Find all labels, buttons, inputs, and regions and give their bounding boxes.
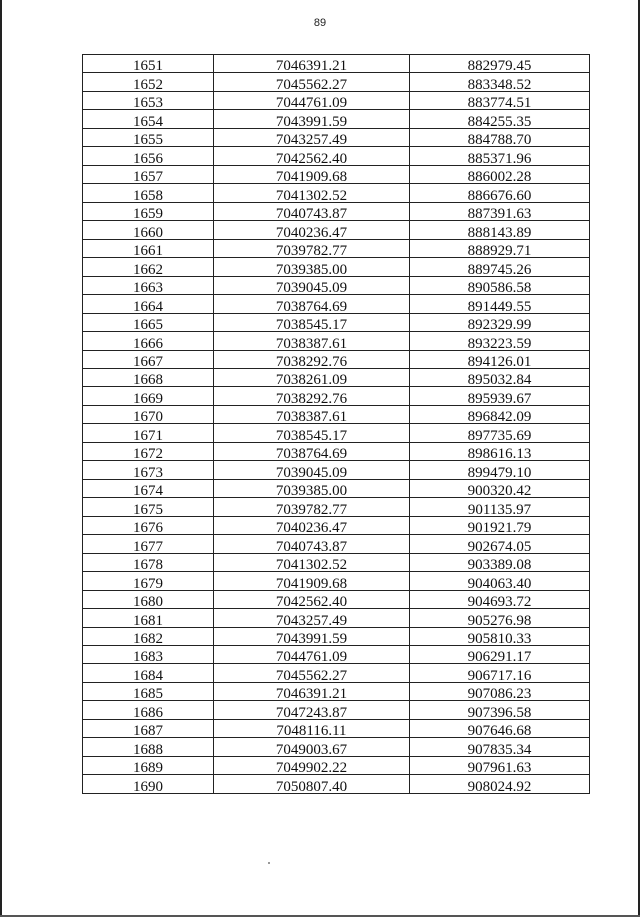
cell-text: 1683 [133,649,163,664]
cell-text: 1660 [133,224,163,240]
cell-text: 7043257.49 [275,132,348,147]
cell-text: 7039782.77 [275,243,348,258]
cell-text: 1665 [133,317,163,332]
x-coordinate-cell [214,387,410,405]
y-coordinate-cell [410,719,590,737]
coordinates-table [82,54,590,794]
x-coordinate-cell [214,682,410,700]
cell-text: 901135.97 [467,501,532,517]
table-row [83,682,590,700]
x-coordinate-cell [214,73,410,91]
cell-text: 905810.33 [467,631,532,646]
table-row [83,387,590,405]
point-id-cell [83,701,214,719]
table-row [83,553,590,571]
y-coordinate-cell [410,313,590,331]
cell-text: 1670 [133,409,163,424]
cell-text: 885371.96 [467,150,532,166]
table-row [83,424,590,442]
y-coordinate-cell [410,332,590,350]
y-coordinate-cell [410,442,590,460]
cell-text: 888929.71 [467,243,532,258]
table-row [83,442,590,460]
cell-text: 1654 [133,113,163,129]
y-coordinate-cell [410,738,590,756]
cell-text: 1675 [133,501,163,517]
table-row [83,165,590,183]
y-coordinate-cell [410,147,590,165]
x-coordinate-cell [214,110,410,128]
cell-text: 901921.79 [467,520,532,535]
cell-text: 890586.58 [467,280,532,295]
point-id-cell [83,128,214,146]
table-row [83,461,590,479]
table-row [83,110,590,128]
x-coordinate-cell [214,664,410,682]
cell-text: 7044761.09 [275,95,348,110]
cell-text: 7043257.49 [275,612,348,628]
cell-text: 7043991.59 [275,631,348,646]
x-coordinate-cell [214,165,410,183]
x-coordinate-cell [214,498,410,516]
cell-text: 7043991.59 [275,113,348,129]
x-coordinate-cell [214,775,410,793]
cell-text: 907961.63 [467,760,532,775]
coordinates-table-body [83,55,590,794]
table-row [83,128,590,146]
cell-text: 7046391.21 [275,58,348,73]
y-coordinate-cell [410,276,590,294]
point-id-cell [83,775,214,793]
y-coordinate-cell [410,590,590,608]
cell-text: 1686 [133,704,163,720]
point-id-cell [83,535,214,553]
page-number: 89 [313,17,327,29]
y-coordinate-cell [410,184,590,202]
cell-text: 1674 [133,483,163,498]
cell-text: 7042562.40 [275,150,348,166]
y-coordinate-cell [410,701,590,719]
table-row [83,535,590,553]
cell-text: 899479.10 [467,464,532,480]
x-coordinate-cell [214,719,410,737]
point-id-cell [83,738,214,756]
y-coordinate-cell [410,73,590,91]
table-row [83,73,590,91]
cell-text: 900320.42 [467,483,532,498]
cell-text: 884255.35 [467,113,532,129]
cell-text: 1663 [133,280,163,295]
x-coordinate-cell [214,627,410,645]
cell-text: 1659 [133,206,163,221]
cell-text: 7040236.47 [275,520,348,535]
point-id-cell [83,756,214,774]
cell-text: 886676.60 [467,187,532,203]
table-row [83,701,590,719]
y-coordinate-cell [410,350,590,368]
cell-text: 7038764.69 [275,446,348,461]
point-id-cell [83,239,214,257]
x-coordinate-cell [214,147,410,165]
table-row [83,239,590,257]
cell-text: 7038387.61 [275,335,348,350]
x-coordinate-cell [214,202,410,220]
cell-text: 1688 [133,741,163,757]
point-id-cell [83,184,214,202]
cell-text: 1661 [133,243,163,258]
y-coordinate-cell [410,110,590,128]
y-coordinate-cell [410,424,590,442]
point-id-cell [83,73,214,91]
cell-text: 7039045.09 [275,464,348,480]
y-coordinate-cell [410,664,590,682]
x-coordinate-cell [214,91,410,109]
cell-text: 1685 [133,686,163,701]
y-coordinate-cell [410,55,590,73]
point-id-cell [83,368,214,386]
point-id-cell [83,350,214,368]
y-coordinate-cell [410,221,590,239]
y-coordinate-cell [410,368,590,386]
table-row [83,738,590,756]
cell-text: 906291.17 [467,649,532,664]
y-coordinate-cell [410,646,590,664]
table-row [83,664,590,682]
cell-text: 1662 [133,261,163,277]
y-coordinate-cell [410,682,590,700]
point-id-cell [83,627,214,645]
table-row [83,756,590,774]
point-id-cell [83,553,214,571]
cell-text: 891449.55 [467,298,532,314]
cell-text: 889745.26 [467,261,532,277]
cell-text: 904693.72 [467,594,532,609]
cell-text: 1678 [133,557,163,572]
cell-text: 884788.70 [467,132,532,147]
point-id-cell [83,276,214,294]
x-coordinate-cell [214,295,410,313]
x-coordinate-cell [214,553,410,571]
cell-text: 7040743.87 [275,206,348,221]
table-row [83,332,590,350]
cell-text: 7040236.47 [275,224,348,240]
cell-text: 7045562.27 [275,76,348,92]
cell-text: 7042562.40 [275,594,348,609]
cell-text: 7050807.40 [275,778,348,794]
point-id-cell [83,682,214,700]
y-coordinate-cell [410,461,590,479]
point-id-cell [83,424,214,442]
y-coordinate-cell [410,165,590,183]
point-id-cell [83,295,214,313]
cell-text: 7038292.76 [275,353,348,369]
cell-text: 1680 [133,594,163,609]
x-coordinate-cell [214,738,410,756]
table-row [83,479,590,497]
x-coordinate-cell [214,368,410,386]
table-row [83,590,590,608]
x-coordinate-cell [214,128,410,146]
point-id-cell [83,221,214,239]
table-row [83,368,590,386]
point-id-cell [83,719,214,737]
cell-text: 1667 [133,353,163,369]
cell-text: 895032.84 [467,372,532,387]
cell-text: 1656 [133,150,163,166]
x-coordinate-cell [214,332,410,350]
table-row [83,775,590,793]
x-coordinate-cell [214,424,410,442]
x-coordinate-cell [214,535,410,553]
point-id-cell [83,313,214,331]
cell-text: 7046391.21 [275,686,348,701]
table-row [83,719,590,737]
cell-text: 1677 [133,538,163,554]
cell-text: 894126.01 [467,353,532,369]
table-row [83,55,590,73]
table-row [83,184,590,202]
y-coordinate-cell [410,239,590,257]
cell-text: 1655 [133,132,163,147]
cell-text: 1657 [133,169,163,184]
cell-text: 904063.40 [467,575,532,591]
x-coordinate-cell [214,184,410,202]
cell-text: 7048116.11 [276,723,347,738]
cell-text: 7045562.27 [275,667,348,683]
point-id-cell [83,609,214,627]
point-id-cell [83,110,214,128]
cell-text: 7047243.87 [275,704,348,720]
cell-text: 7038292.76 [275,390,348,406]
scan-edge-left [0,0,2,917]
cell-text: 1673 [133,464,163,480]
cell-text: 1651 [133,58,163,73]
point-id-cell [83,91,214,109]
point-id-cell [83,646,214,664]
x-coordinate-cell [214,276,410,294]
cell-text: 883348.52 [467,76,532,92]
y-coordinate-cell [410,202,590,220]
y-coordinate-cell [410,609,590,627]
y-coordinate-cell [410,572,590,590]
cell-text: 7041302.52 [275,557,348,572]
cell-text: 7049003.67 [275,741,348,757]
cell-text: 1682 [133,631,163,646]
cell-text: 1681 [133,612,163,628]
y-coordinate-cell [410,516,590,534]
cell-text: 1664 [133,298,163,314]
cell-text: 1687 [133,723,163,738]
cell-text: 1672 [133,446,163,461]
table-row [83,147,590,165]
x-coordinate-cell [214,701,410,719]
point-id-cell [83,55,214,73]
point-id-cell [83,479,214,497]
x-coordinate-cell [214,258,410,276]
x-coordinate-cell [214,756,410,774]
table-row [83,405,590,423]
point-id-cell [83,572,214,590]
x-coordinate-cell [214,646,410,664]
cell-text: 1684 [133,667,163,683]
cell-text: 7040743.87 [275,538,348,554]
cell-text: 7038545.17 [275,317,348,332]
point-id-cell [83,442,214,460]
cell-text: 1652 [133,76,163,92]
table-row [83,627,590,645]
cell-text: 1690 [133,778,163,794]
cell-text: 7041302.52 [275,187,348,203]
cell-text: 1689 [133,760,163,775]
cell-text: 887391.63 [467,206,532,221]
cell-text: 888143.89 [467,224,532,240]
cell-text: 886002.28 [467,169,532,184]
cell-text: 7038261.09 [275,372,348,387]
table-row [83,572,590,590]
cell-text: 7039782.77 [275,501,348,517]
y-coordinate-cell [410,258,590,276]
table-row [83,202,590,220]
x-coordinate-cell [214,239,410,257]
cell-text: 902674.05 [467,538,532,554]
table-row [83,313,590,331]
y-coordinate-cell [410,775,590,793]
cell-text: 7039385.00 [275,483,348,498]
y-coordinate-cell [410,553,590,571]
point-id-cell [83,258,214,276]
table-row [83,350,590,368]
cell-text: 1671 [133,427,163,443]
cell-text: 7041909.68 [275,575,348,591]
point-id-cell [83,332,214,350]
table-row [83,221,590,239]
y-coordinate-cell [410,295,590,313]
cell-text: 7039385.00 [275,261,348,277]
y-coordinate-cell [410,128,590,146]
cell-text: 907396.58 [467,704,532,720]
cell-text: 1669 [133,390,163,406]
x-coordinate-cell [214,350,410,368]
table-row [83,91,590,109]
y-coordinate-cell [410,91,590,109]
x-coordinate-cell [214,590,410,608]
cell-text: 897735.69 [467,427,532,443]
table-row [83,276,590,294]
cell-text: 906717.16 [467,667,532,683]
table-row [83,609,590,627]
scan-speck [268,862,270,864]
cell-text: 1666 [133,335,163,350]
cell-text: 7038545.17 [275,427,348,443]
table-row [83,295,590,313]
cell-text: 907086.23 [467,686,532,701]
cell-text: 892329.99 [467,317,532,332]
cell-text: 883774.51 [467,95,532,110]
cell-text: 7038387.61 [275,409,348,424]
x-coordinate-cell [214,479,410,497]
y-coordinate-cell [410,756,590,774]
y-coordinate-cell [410,387,590,405]
x-coordinate-cell [214,313,410,331]
point-id-cell [83,165,214,183]
cell-text: 893223.59 [467,335,532,350]
point-id-cell [83,387,214,405]
cell-text: 7041909.68 [275,169,348,184]
x-coordinate-cell [214,461,410,479]
cell-text: 1679 [133,575,163,591]
cell-text: 908024.92 [467,778,532,794]
cell-text: 905276.98 [467,612,532,628]
y-coordinate-cell [410,405,590,423]
x-coordinate-cell [214,405,410,423]
x-coordinate-cell [214,221,410,239]
x-coordinate-cell [214,572,410,590]
y-coordinate-cell [410,627,590,645]
y-coordinate-cell [410,535,590,553]
point-id-cell [83,405,214,423]
point-id-cell [83,664,214,682]
y-coordinate-cell [410,479,590,497]
point-id-cell [83,461,214,479]
cell-text: 7044761.09 [275,649,348,664]
table-row [83,498,590,516]
cell-text: 907646.68 [467,723,532,738]
point-id-cell [83,590,214,608]
cell-text: 1668 [133,372,163,387]
x-coordinate-cell [214,55,410,73]
cell-text: 7038764.69 [275,298,348,314]
cell-text: 896842.09 [467,409,532,424]
cell-text: 1658 [133,187,163,203]
x-coordinate-cell [214,516,410,534]
table-row [83,258,590,276]
cell-text: 903389.08 [467,557,532,572]
point-id-cell [83,202,214,220]
point-id-cell [83,147,214,165]
cell-text: 1653 [133,95,163,110]
point-id-cell [83,516,214,534]
cell-text: 7049902.22 [275,760,348,775]
x-coordinate-cell [214,442,410,460]
table-row [83,646,590,664]
cell-text: 907835.34 [467,741,532,757]
x-coordinate-cell [214,609,410,627]
cell-text: 7039045.09 [275,280,348,295]
cell-text: 882979.45 [467,58,532,73]
y-coordinate-cell [410,498,590,516]
point-id-cell [83,498,214,516]
cell-text: 895939.67 [467,390,532,406]
table-row [83,516,590,534]
cell-text: 898616.13 [467,446,532,461]
cell-text: 1676 [133,520,163,535]
